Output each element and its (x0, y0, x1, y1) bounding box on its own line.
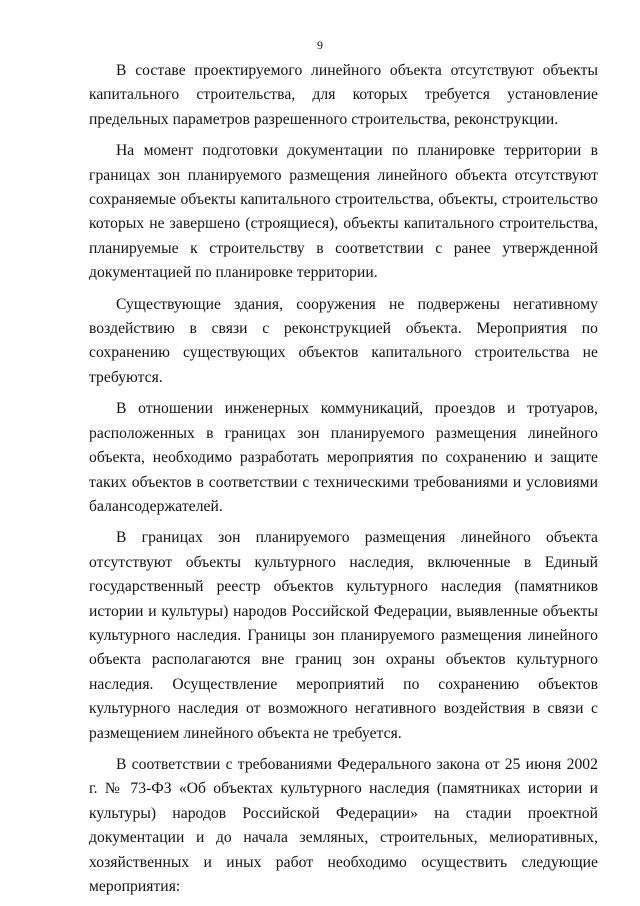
paragraph-cultural-heritage: В границах зон планируемого размещения линейного объекта отсутствуют объекты культурного наследия, включенные в Единый государственный реестр объектов культурного наследия (памятников истории и культуры) народов Российской Федерации, выявленные объекты культурного наследия. Границы зон планируемого размещения линейного объекта располагаются вне границ зон охраны объектов культурного наследия. Осуществление мероприятий по сохранению объектов культурного наследия от возможного негативного воздействия в связи с размещением линейного объекта не требуется. (89, 529, 598, 742)
paragraph-preserved-objects: На момент подготовки документации по планировке территории в границах зон планируемого размещения линейного объекта отсутствуют сохраняемые объекты капитального строительства, объекты, строительство которых не завершено (строящиеся), объекты капитального строительства, планируемые к строительству в соответствии с ранее утвержденной документацией по планировке территории. (89, 142, 598, 282)
paragraph-no-capital-objects: В составе проектируемого линейного объекта отсутствуют объекты капитального строительства, для которых требуется установление предельных параметров разрешенного строительства, реконструкции. (89, 62, 598, 128)
page-number: 9 (317, 38, 323, 52)
paragraph-federal-law-requirements: В соответствии с требованиями Федерального закона от 25 июня 2002 г. № 73-ФЗ «Об объектах культурного наследия (памятниках истории и культуры) народов Российской Федерации» на стадии проектной документации и до начала земляных, строительных, мелиоративных, хозяйственных и иных работ необходимо осуществить следующие мероприятия: (89, 755, 598, 895)
paragraph-engineering-communications: В отношении инженерных коммуникаций, проездов и тротуаров, расположенных в границах зон планируемого размещения линейного объекта, необходимо разработать мероприятия по сохранению и защите таких объектов в соответствии с техническими требованиями и условиями балансодержателей. (89, 400, 598, 515)
document-body (89, 59, 598, 906)
paragraph-existing-buildings: Существующие здания, сооружения не подвержены негативному воздействию в связи с реконструкцией объекта. Мероприятия по сохранению существующих объектов капитального строительства не требуются. (89, 295, 598, 386)
